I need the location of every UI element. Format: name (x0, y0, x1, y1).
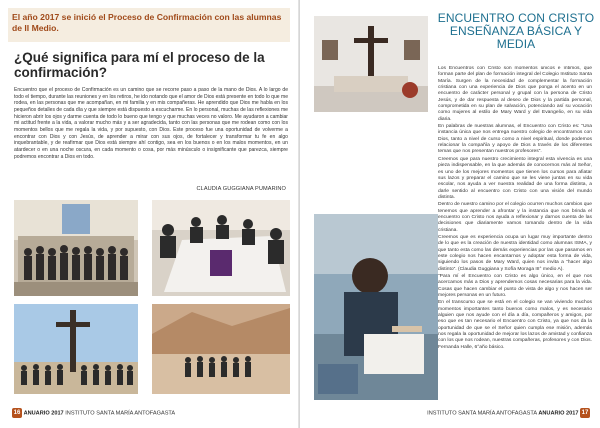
photo-student-writing (314, 214, 438, 400)
right-paragraph: Dentro de nuestro camino por el colegio ocurren muchos cambios que tenemos que aprender a afrontar y la instancia que nos brinda el encuentro con Cristo nos ayuda a reflexionar y darnos cuenta de las decisiones que diariamente vamos tomando dentro de la vida cristiana. (438, 202, 592, 233)
photo-wall-crucifix (314, 16, 428, 112)
article-title: ¿Qué significa para mí el proceso de la confirmación? (14, 50, 265, 80)
right-paragraph: “Para mí el Encuentro con Cristo es algo único, en el que nos acercamos más a Dios y aprendemos cosas necesarias para la vida. Cosas que hacen cambiar el punto de vista de algo y nos hacen ser mejores personas en un futuro. (438, 274, 592, 299)
right-paragraph: Creemos que es experiencia ocupa un lugar muy importante dentro de lo que es la creación de nuestra identidad como alumnas ISMA, y que tanto esta como las demás experiencias por las que pasamos en este colegio nos hacen encantarnos y adoptar esta forma de vida, siguiendo los pasos de Mary Ward, quien nos invita a “hacer algo distinto”. (Claudia Guggiana y Sofía Moraga III° medio A). (438, 234, 592, 272)
right-paragraph: En el transcurso que se está en el colegio se van viviendo muchos momentos importantes tanto buenos como malos, y es necesario alguien que nos ayude con el día a día, compañeros y amigos, por eso que es tan necesario el Encuentro con Cristo, ya que nos da la oportunidad de que se el Señor quien cumpla ese misión, además nos regala la oportunidad de mejorar los lazos de amistad y confianza con los que nos rodean, nuestras compañeras, profesores y con Dios. Fernanda Halle, 6°año básico. (438, 300, 592, 350)
photo-group-chapel (14, 200, 138, 296)
footer-publication-left: ANUARIO 2017 (23, 410, 64, 417)
article-author: CLAUDIA GUGGIANA PUMARINO (196, 186, 286, 192)
photo-desert-group (152, 304, 290, 394)
photo-cross-outdoor (14, 304, 138, 394)
footer-school-left: INSTITUTO SANTA MARÍA ANTOFAGASTA (65, 410, 176, 417)
page-number-left: 16 (13, 410, 21, 416)
footer-left (12, 408, 175, 418)
footer-right (427, 408, 590, 418)
page-number-right: 17 (581, 410, 589, 416)
footer-publication-right: ANUARIO 2017 (538, 410, 579, 417)
right-paragraph: Los Encuentros con Cristo son momentos únicos e íntimos, que forman parte del plan de formación integral del Colegio Instituto Santa María. Surgen de la necesidad de complementar la formación cristiana con una experiencia de Dios que ponga el acento en un encuentro de carácter personal y grupal con la persona de Cristo Jesús, y de dar respuesta al deseo de Dios y la partida personal, comprometida en su plan de salvación, potenciando así su vocación como mujeres al estilo de Mary Ward y del Evangelio, en su vida diaria. (438, 66, 592, 122)
right-article-body (438, 66, 592, 406)
right-paragraph: Creemos que para nuestro crecimiento integral esta vivencia es una pieza indispensable, en la que además de conocernos más al Señor, es uno de los mejores momentos que tienen los cursos para afiatar sus lazos y preparar el camino que se les viene juntas en su vida escolar, nos ayuda a ver nuestra realidad de una forma distinta, a darle sentido al encuentro con Cristo con una visión del mundo distinta. (438, 156, 592, 200)
article-body: Encuentro que el proceso de Confirmación es un camino que se recorre paso a paso de la mano de Dios. A lo largo de todo el tiempo, durante las reuniones y en los retiros, he ido notando que el amor de Dios está presente en todo lo que me rodea, en las personas que me acompañan, en mi familia y en mis compañeras. He aprendido que Dios me habla en los pequeños detalles de cada día y que siempre está dispuesto a escucharme. En lo personal, muchas de las reflexiones me hicieron abrir los ojos y darme cuenta de todo lo bueno que tengo y que muchas veces no valoro. Me ayudaron a cambiar mi actitud frente a la vida, a valorar mucho más y a ser agradecida, tanto con las personas que me rodean como con los momentos bellos que me regala la vida, y por supuesto, con Dios. Este proceso fue una oportunidad de volverme a encontrar con Dios y con Jesús, de aprender a mirar con sus ojos, de fortalecer y transformar tu fe en algo inquebrantable, y de reafirmar que Dios está siempre ahí contigo, sea en los buenos o en los malos momentos, en un atardecer o en una noche oscura, en cada momento o cosa, por más minúsculo o insignificante que parezca, siempre podremos encontrar a Dios en todo. (14, 87, 288, 160)
right-paragraph: En palabras de nuestras alumnas, el Encuentro con Cristo es: “Una instancia única que nos entrega nuestro colegio de encontrarnos con Dios, tanto a nivel de curso como a nivel espiritual, donde podemos relacionar la compañía y apoyo de Dios a través de los diferentes temas que nos presentan nuestros profesores”. (438, 124, 592, 155)
photo-prayer-floor (152, 200, 290, 296)
right-article-title: ENCUENTRO CON CRISTO ENSEÑANZA BÁSICA Y MEDIA (437, 11, 595, 51)
right-page (300, 0, 600, 428)
footer-school-right: INSTITUTO SANTA MARÍA ANTOFAGASTA (427, 410, 537, 417)
intro-text: El año 2017 se inició el Proceso de Confirmación con las alumnas de II Medio. (12, 12, 282, 33)
